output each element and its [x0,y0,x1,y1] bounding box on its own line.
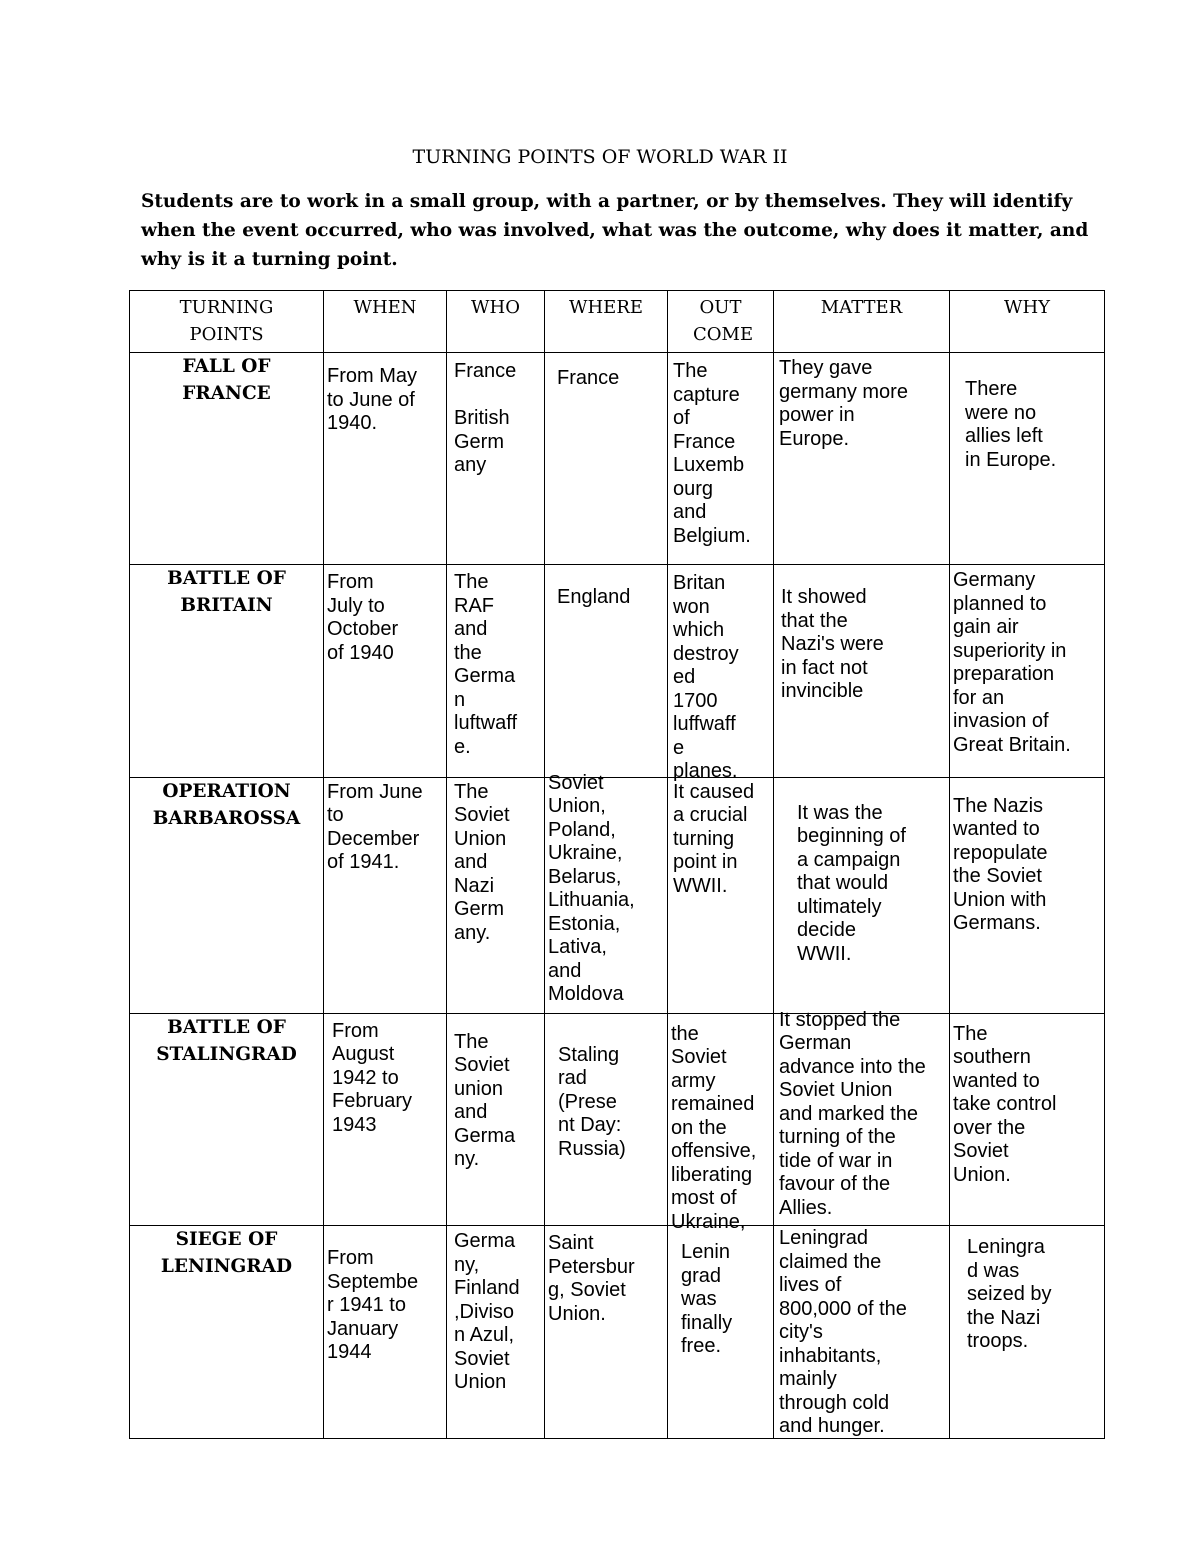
table-row [130,1013,1105,1226]
header-why: WHY [950,291,1105,353]
turning-point-name: BATTLE OF STALINGRAD [130,1013,324,1226]
outcome-cell: the Soviet army remained on the offensive, liberating most of Ukraine, [671,1022,757,1233]
turning-point-name: BATTLE OF BRITAIN [130,565,324,778]
table-row [130,565,1105,778]
turning-points-table [129,290,1105,1439]
header-where: WHERE [545,291,668,353]
why-cell: The southern wanted to take control over the Soviet Union. [953,1022,1057,1186]
matter-cell: It showed that the Nazi's were in fact not invincible [781,586,884,702]
when-cell: From June to December of 1941. [327,780,423,873]
table-header-row [130,291,1105,353]
page-title: TURNING POINTS OF WORLD WAR II [412,146,788,168]
where-cell: England [557,586,631,608]
outcome-cell: It caused a crucial turning point in WWII. [673,780,755,897]
who-cell: The Soviet union and Germa ny. [454,1030,516,1170]
when-cell: From August 1942 to February 1943 [332,1019,413,1136]
table-row [130,353,1105,565]
when-cell: From July to October of 1940 [327,571,399,664]
turning-point-name: FALL OF FRANCE [130,353,324,565]
matter-cell: It was the beginning of a campaign that would ultimately decide WWII. [797,801,906,965]
header-outcome: OUT COME [668,291,774,353]
header-turning-points: TURNING POINTS [130,291,324,353]
matter-cell: Leningrad claimed the lives of 800,000 of the city's inhabitants, mainly through cold and hunger. [779,1227,907,1437]
who-cell: Germa ny, Finland ,Diviso n Azul, Soviet Union [454,1230,520,1393]
where-cell: Soviet Union, Poland, Ukraine, Belarus, Lithuania, Estonia, Lativa, and Moldova [548,771,635,1005]
why-cell: The Nazis wanted to repopulate the Soviet Union with Germans. [953,794,1048,934]
outcome-cell: The capture of France Luxemb ourg and Belgium. [673,360,751,547]
who-cell: The Soviet Union and Nazi Germ any. [454,780,510,944]
who-cell: France British Germ any [454,360,517,476]
table-row [130,777,1105,1013]
when-cell: From May to June of 1940. [327,365,417,434]
outcome-cell: Britan won which destroy ed 1700 luffwaff e planes. [673,572,739,782]
where-cell: Saint Petersbur g, Soviet Union. [548,1232,635,1325]
outcome-cell: Lenin grad was finally free. [681,1241,733,1357]
where-cell: France [557,367,620,389]
why-cell: There were no allies left in Europe. [965,378,1057,471]
why-cell: Leningra d was seized by the Nazi troops. [967,1236,1052,1352]
instructions-paragraph: Students are to work in a small group, with a partner, or by themselves. They will identify when the event occurred, who was involved, what was the outcome, why does it matter, and why is it a turning point. [141,191,1089,270]
who-cell: The RAF and the Germa n luftwaff e. [454,571,517,758]
header-matter: MATTER [774,291,950,353]
header-when: WHEN [324,291,447,353]
turning-point-name: OPERATION BARBAROSSA [130,777,324,1013]
table-row [130,1226,1105,1439]
when-cell: From Septembe r 1941 to January 1944 [327,1247,419,1363]
where-cell: Staling rad (Prese nt Day: Russia) [558,1043,626,1160]
header-who: WHO [447,291,545,353]
why-cell: Germany planned to gain air superiority in preparation for an invasion of Great Britain. [953,569,1071,756]
matter-cell: It stopped the German advance into the Soviet Union and marked the turning of the tide of war in favour of the Allies. [779,1008,926,1219]
turning-point-name: SIEGE OF LENINGRAD [130,1226,324,1439]
matter-cell: They gave germany more power in Europe. [779,357,908,450]
